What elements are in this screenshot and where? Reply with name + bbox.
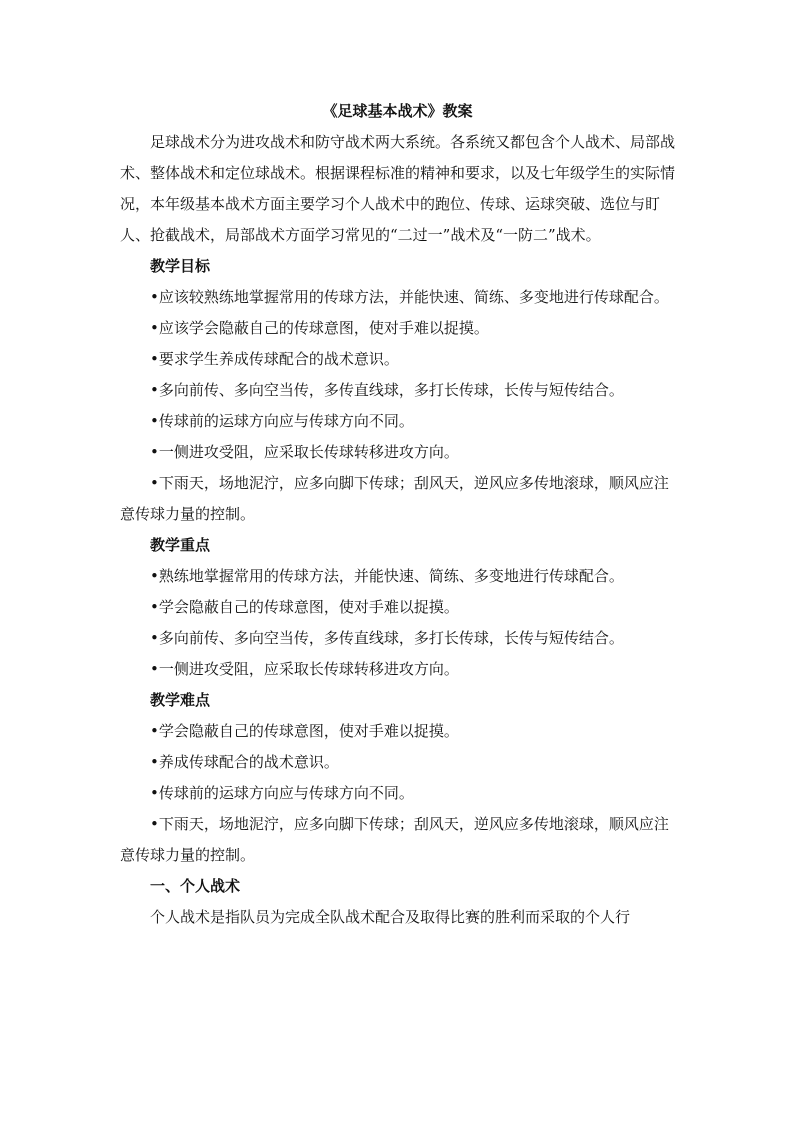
objective-item: •应该较熟练地掌握常用的传球方法，并能快速、简练、多变地进行传球配合。 — [150, 288, 669, 306]
objective-item: •下雨天，场地泥泞，应多向脚下传球；刮风天，逆风应多传地滚球，顺风应注意传球力量的控制。 — [120, 474, 669, 523]
difficulty-item: •学会隐蔽自己的传球意图，使对手难以捉摸。 — [150, 722, 459, 740]
difficulties-heading: 教学难点 — [150, 691, 211, 709]
difficulty-item: •养成传球配合的战术意识。 — [150, 753, 339, 771]
objective-item: •多向前传、多向空当传，多传直线球，多打长传球，长传与短传结合。 — [150, 381, 624, 399]
objective-item: •传球前的运球方向应与传球方向不同。 — [150, 412, 414, 430]
document-title: 《足球基本战术》教案 — [322, 102, 473, 120]
key-point-item: •一侧进攻受阻，应采取长传球转移进攻方向。 — [150, 660, 459, 678]
individual-tactics-paragraph: 个人战术是指队员为完成全队战术配合及取得比赛的胜利而采取的个人行 — [150, 908, 631, 926]
key-points-heading: 教学重点 — [150, 536, 211, 554]
document-body — [120, 96, 675, 933]
objective-item: •一侧进攻受阻，应采取长传球转移进攻方向。 — [150, 443, 459, 461]
objective-item: •应该学会隐蔽自己的传球意图，使对手难以捉摸。 — [150, 319, 489, 337]
key-point-item: •多向前传、多向空当传，多传直线球，多打长传球，长传与短传结合。 — [150, 629, 624, 647]
objective-item: •要求学生养成传球配合的战术意识。 — [150, 350, 399, 368]
difficulty-item: •传球前的运球方向应与传球方向不同。 — [150, 784, 414, 802]
difficulty-item: •下雨天，场地泥泞，应多向脚下传球；刮风天，逆风应多传地滚球，顺风应注意传球力量的控制。 — [120, 815, 669, 864]
key-point-item: •熟练地掌握常用的传球方法，并能快速、简练、多变地进行传球配合。 — [150, 567, 624, 585]
objectives-heading: 教学目标 — [150, 257, 211, 275]
key-point-item: •学会隐蔽自己的传球意图，使对手难以捉摸。 — [150, 598, 459, 616]
individual-tactics-heading: 一、个人战术 — [150, 877, 241, 895]
intro-paragraph: 足球战术分为进攻战术和防守战术两大系统。各系统又都包含个人战术、局部战术、整体战术和定位球战术。根据课程标准的精神和要求，以及七年级学生的实际情况，本年级基本战术方面主要学习个人战术中的跑位、传球、运球突破、选位与盯人、抢截战术，局部战术方面学习常见的“二过一”战术及“一防二”战术。 — [120, 133, 676, 244]
